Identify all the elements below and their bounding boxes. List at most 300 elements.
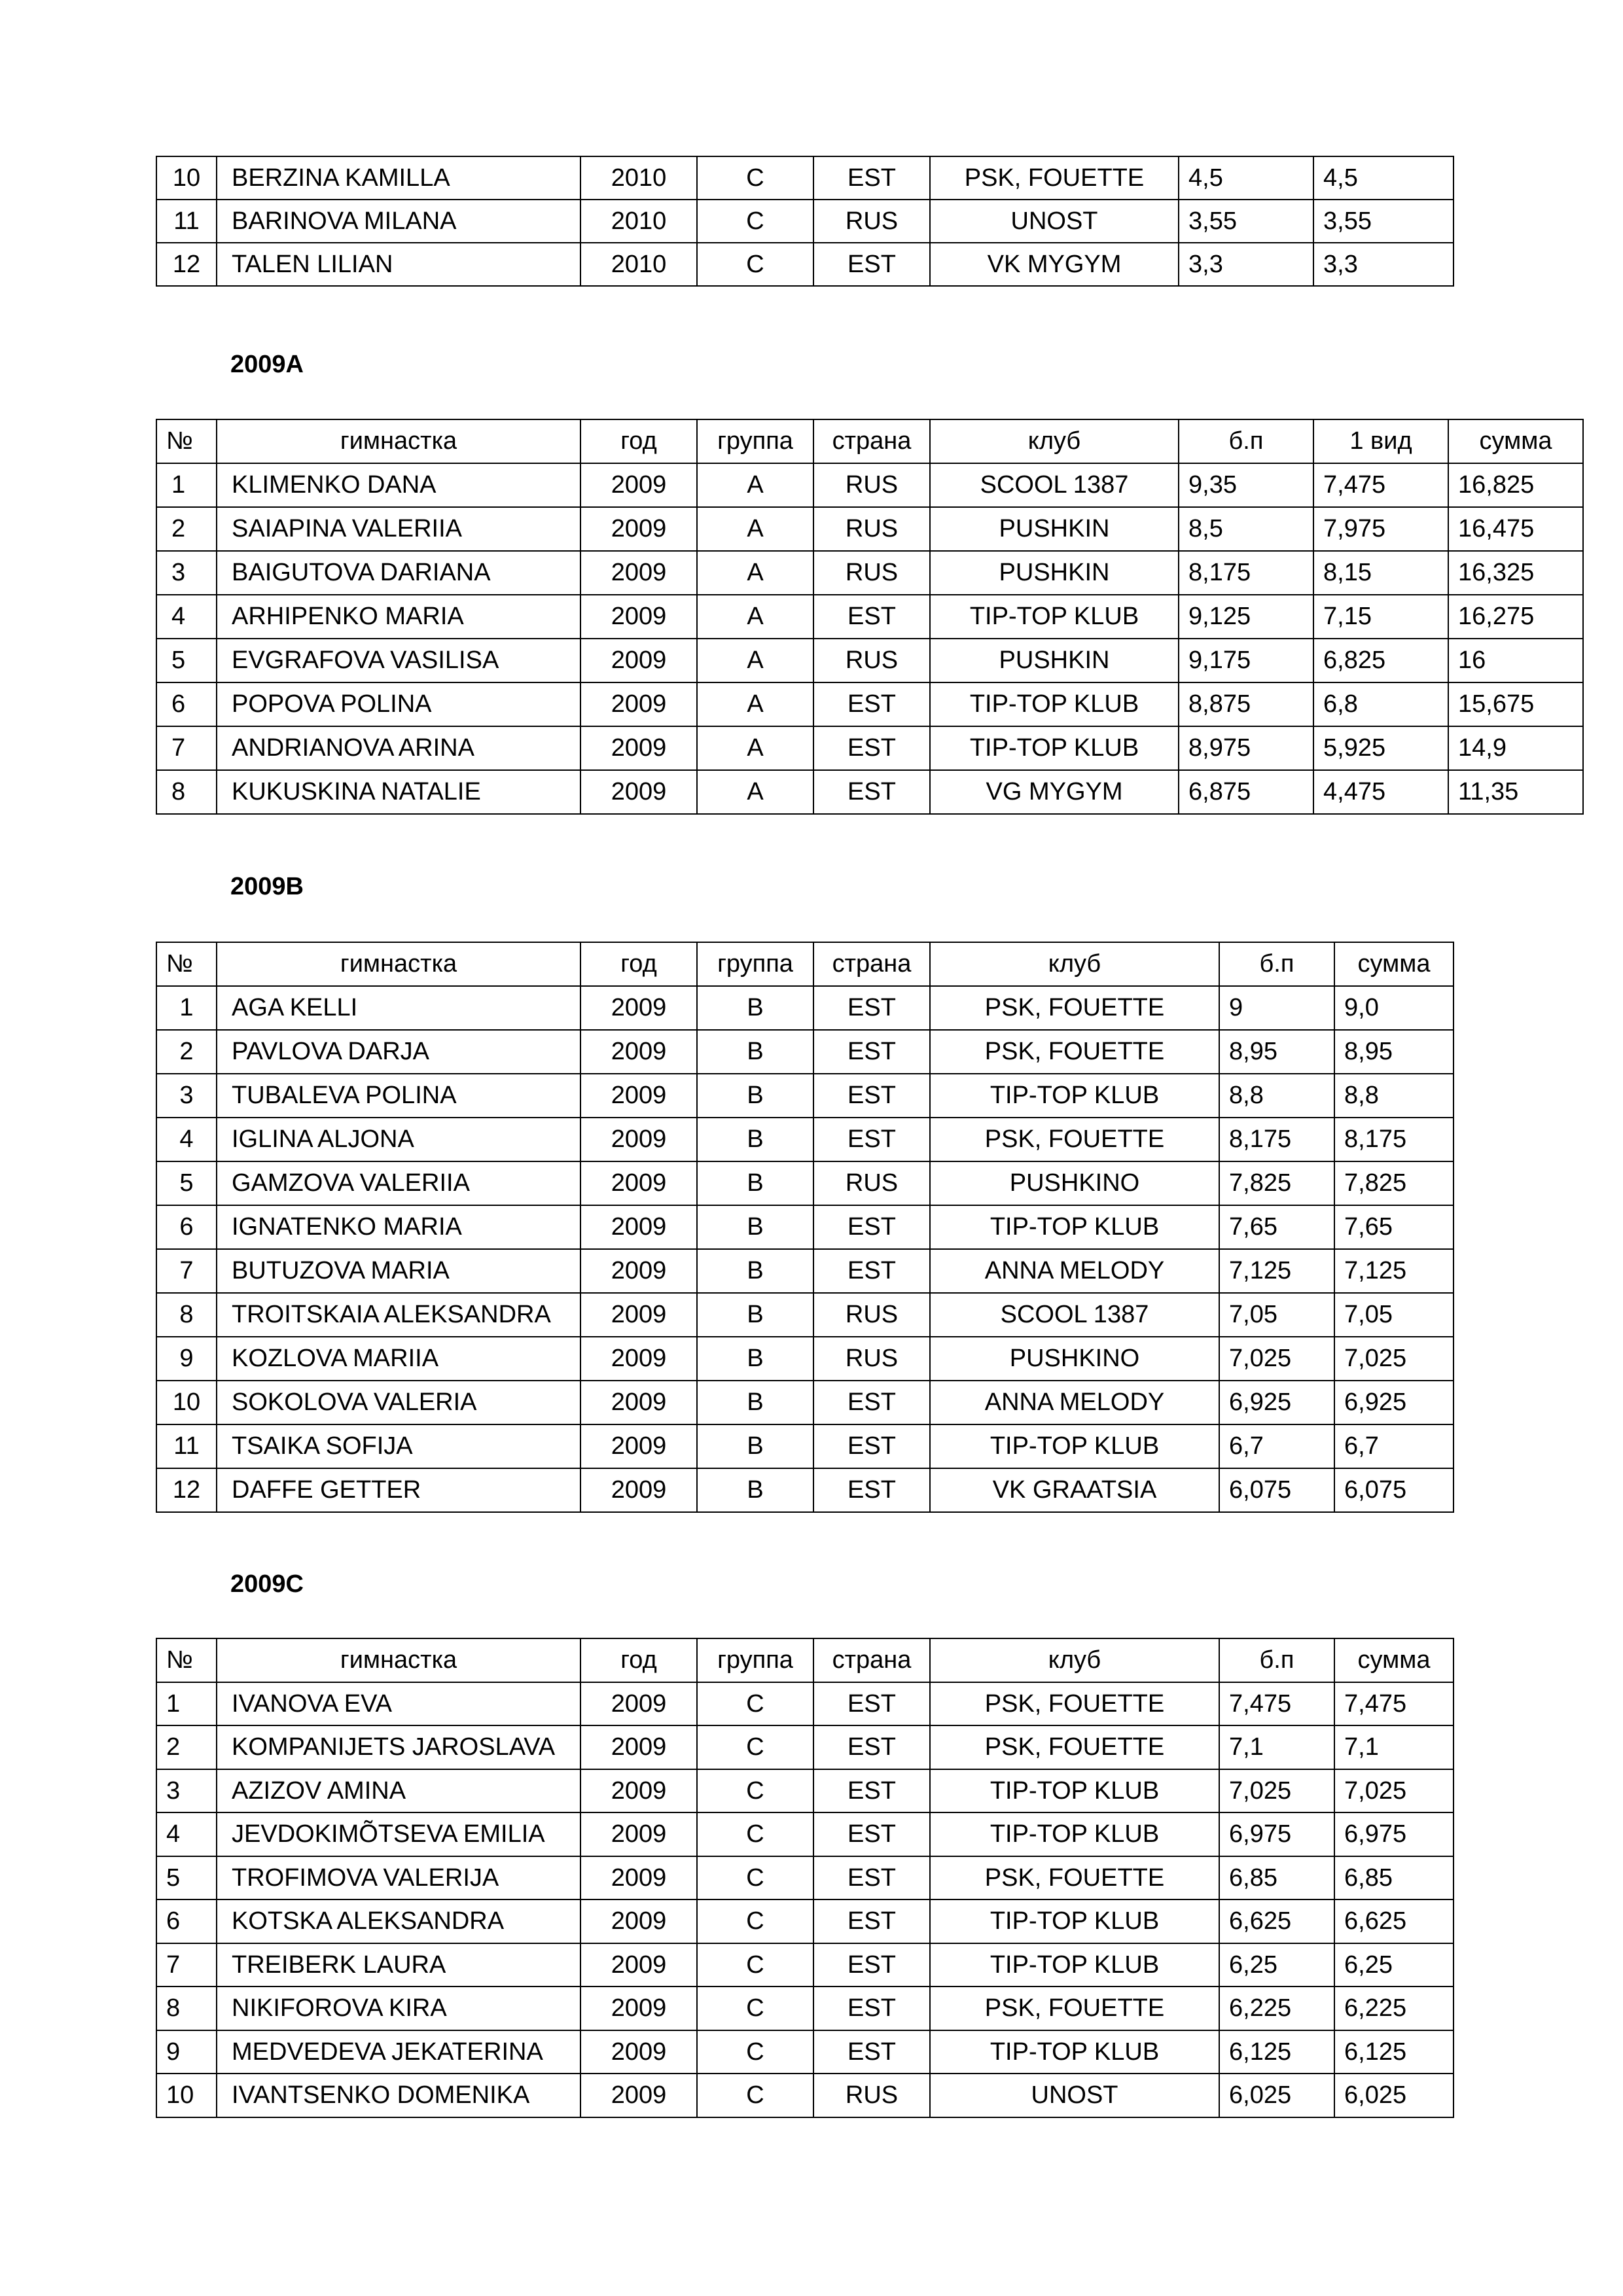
- cell-number: 6: [156, 682, 217, 726]
- cell-country: RUS: [813, 1293, 930, 1337]
- table-row: [156, 726, 1583, 770]
- cell-gymnast: NIKIFOROVA KIRA: [217, 1987, 580, 2030]
- cell-total: 7,05: [1334, 1293, 1454, 1337]
- cell-club: TIP-TOP KLUB: [930, 1899, 1219, 1943]
- cell-country: EST: [813, 595, 930, 639]
- cell-club: VG MYGYM: [930, 770, 1179, 814]
- cell-group: A: [697, 463, 813, 507]
- cell-group: C: [697, 243, 813, 286]
- cell-year: 2009: [580, 1424, 697, 1468]
- cell-country: EST: [813, 243, 930, 286]
- column-header-number: №: [156, 942, 217, 986]
- table-row: [156, 1812, 1454, 1856]
- cell-group: A: [697, 770, 813, 814]
- cell-year: 2009: [580, 1337, 697, 1381]
- cell-club: ANNA MELODY: [930, 1249, 1219, 1293]
- table-row: [156, 1381, 1454, 1424]
- table-header-row: [156, 942, 1454, 986]
- cell-score: 8,95: [1219, 1030, 1334, 1074]
- table-row: [156, 1856, 1454, 1900]
- cell-gymnast: KLIMENKO DANA: [217, 463, 580, 507]
- cell-group: C: [697, 1682, 813, 1726]
- cell-apparatus: 4,475: [1313, 770, 1448, 814]
- cell-total: 7,65: [1334, 1205, 1454, 1249]
- cell-year: 2009: [580, 1381, 697, 1424]
- table-header-row: [156, 1638, 1454, 1682]
- table-row: [156, 1682, 1454, 1726]
- cell-gymnast: EVGRAFOVA VASILISA: [217, 639, 580, 682]
- cell-country: EST: [813, 1769, 930, 1813]
- cell-country: EST: [813, 1424, 930, 1468]
- cell-club: PSK, FOUETTE: [930, 986, 1219, 1030]
- cell-score: 7,1: [1219, 1725, 1334, 1769]
- cell-score: 6,975: [1219, 1812, 1334, 1856]
- cell-total: 6,075: [1334, 1468, 1454, 1512]
- cell-total: 6,85: [1334, 1856, 1454, 1900]
- cell-country: EST: [813, 1725, 930, 1769]
- cell-apparatus: 7,15: [1313, 595, 1448, 639]
- cell-total: 6,975: [1334, 1812, 1454, 1856]
- table-row: [156, 1725, 1454, 1769]
- cell-year: 2009: [580, 1293, 697, 1337]
- cell-gymnast: TSAIKA SOFIJA: [217, 1424, 580, 1468]
- column-header-year: год: [580, 1638, 697, 1682]
- cell-club: PSK, FOUETTE: [930, 1856, 1219, 1900]
- table-row: [156, 1899, 1454, 1943]
- cell-gymnast: IVANTSENKO DOMENIKA: [217, 2074, 580, 2117]
- column-header-year: год: [580, 419, 697, 463]
- cell-score: 7,025: [1219, 1769, 1334, 1813]
- cell-country: EST: [813, 682, 930, 726]
- results-table-2010c-continued: [156, 156, 1454, 287]
- cell-gymnast: KOZLOVA MARIIA: [217, 1337, 580, 1381]
- cell-total: 6,925: [1334, 1381, 1454, 1424]
- cell-group: A: [697, 726, 813, 770]
- cell-country: RUS: [813, 463, 930, 507]
- cell-country: EST: [813, 1856, 930, 1900]
- cell-gymnast: ARHIPENKO MARIA: [217, 595, 580, 639]
- section-title-2009a: 2009A: [230, 351, 304, 378]
- cell-country: EST: [813, 770, 930, 814]
- cell-score: 6,875: [1179, 770, 1313, 814]
- table-row: [156, 1987, 1454, 2030]
- cell-number: 10: [156, 1381, 217, 1424]
- cell-club: UNOST: [930, 2074, 1219, 2117]
- cell-group: B: [697, 1381, 813, 1424]
- cell-gymnast: ANDRIANOVA ARINA: [217, 726, 580, 770]
- cell-gymnast: KUKUSKINA NATALIE: [217, 770, 580, 814]
- table-row: [156, 243, 1454, 286]
- cell-country: EST: [813, 1899, 930, 1943]
- column-header-total: сумма: [1448, 419, 1583, 463]
- cell-score: 9,175: [1179, 639, 1313, 682]
- cell-gymnast: TUBALEVA POLINA: [217, 1074, 580, 1118]
- table-row: [156, 200, 1454, 243]
- cell-year: 2009: [580, 1161, 697, 1205]
- cell-group: A: [697, 682, 813, 726]
- cell-score: 8,975: [1179, 726, 1313, 770]
- cell-group: B: [697, 1161, 813, 1205]
- cell-total: 7,1: [1334, 1725, 1454, 1769]
- cell-country: EST: [813, 1987, 930, 2030]
- cell-year: 2009: [580, 1769, 697, 1813]
- cell-year: 2009: [580, 1074, 697, 1118]
- cell-total: 7,025: [1334, 1337, 1454, 1381]
- cell-total: 9,0: [1334, 986, 1454, 1030]
- cell-score: 6,925: [1219, 1381, 1334, 1424]
- cell-gymnast: SAIAPINA VALERIIA: [217, 507, 580, 551]
- cell-score: 7,125: [1219, 1249, 1334, 1293]
- cell-total: 16,825: [1448, 463, 1583, 507]
- table-header-row: [156, 419, 1583, 463]
- cell-club: PUSHKIN: [930, 639, 1179, 682]
- cell-number: 3: [156, 1074, 217, 1118]
- cell-total: 3,3: [1313, 243, 1454, 286]
- cell-club: PSK, FOUETTE: [930, 156, 1179, 200]
- cell-score: 6,85: [1219, 1856, 1334, 1900]
- column-header-apparatus: 1 вид: [1313, 419, 1448, 463]
- cell-club: PUSHKINO: [930, 1337, 1219, 1381]
- cell-club: PSK, FOUETTE: [930, 1725, 1219, 1769]
- cell-score: 6,025: [1219, 2074, 1334, 2117]
- cell-total: 6,25: [1334, 1943, 1454, 1987]
- cell-score: 9,35: [1179, 463, 1313, 507]
- cell-number: 5: [156, 1856, 217, 1900]
- cell-country: RUS: [813, 551, 930, 595]
- cell-score: 7,05: [1219, 1293, 1334, 1337]
- cell-number: 6: [156, 1205, 217, 1249]
- cell-total: 6,125: [1334, 2030, 1454, 2074]
- cell-country: EST: [813, 726, 930, 770]
- column-header-score: б.п: [1219, 1638, 1334, 1682]
- cell-club: TIP-TOP KLUB: [930, 726, 1179, 770]
- cell-group: C: [697, 1856, 813, 1900]
- cell-total: 6,625: [1334, 1899, 1454, 1943]
- cell-group: B: [697, 986, 813, 1030]
- column-header-country: страна: [813, 1638, 930, 1682]
- cell-country: EST: [813, 1943, 930, 1987]
- cell-score: 4,5: [1179, 156, 1313, 200]
- cell-country: EST: [813, 1118, 930, 1161]
- table-row: [156, 463, 1583, 507]
- cell-group: C: [697, 1987, 813, 2030]
- cell-club: PUSHKINO: [930, 1161, 1219, 1205]
- cell-group: B: [697, 1074, 813, 1118]
- cell-country: EST: [813, 1682, 930, 1726]
- cell-total: 8,95: [1334, 1030, 1454, 1074]
- cell-number: 9: [156, 1337, 217, 1381]
- cell-year: 2009: [580, 1725, 697, 1769]
- cell-gymnast: PAVLOVA DARJA: [217, 1030, 580, 1074]
- column-header-number: №: [156, 1638, 217, 1682]
- column-header-total: сумма: [1334, 1638, 1454, 1682]
- cell-group: B: [697, 1030, 813, 1074]
- cell-score: 6,075: [1219, 1468, 1334, 1512]
- cell-number: 7: [156, 1249, 217, 1293]
- cell-gymnast: AZIZOV AMINA: [217, 1769, 580, 1813]
- cell-year: 2010: [580, 200, 697, 243]
- cell-year: 2009: [580, 1468, 697, 1512]
- column-header-group: группа: [697, 942, 813, 986]
- cell-club: PSK, FOUETTE: [930, 1682, 1219, 1726]
- cell-club: SCOOL 1387: [930, 1293, 1219, 1337]
- column-header-gymnast: гимнастка: [217, 1638, 580, 1682]
- table-row: [156, 1249, 1454, 1293]
- cell-gymnast: BERZINA KAMILLA: [217, 156, 580, 200]
- cell-country: RUS: [813, 507, 930, 551]
- cell-total: 11,35: [1448, 770, 1583, 814]
- cell-score: 8,8: [1219, 1074, 1334, 1118]
- cell-club: PSK, FOUETTE: [930, 1118, 1219, 1161]
- table-row: [156, 1074, 1454, 1118]
- cell-gymnast: BAIGUTOVA DARIANA: [217, 551, 580, 595]
- cell-total: 3,55: [1313, 200, 1454, 243]
- cell-total: 7,475: [1334, 1682, 1454, 1726]
- cell-score: 9: [1219, 986, 1334, 1030]
- cell-club: VK GRAATSIA: [930, 1468, 1219, 1512]
- cell-year: 2010: [580, 243, 697, 286]
- cell-number: 5: [156, 639, 217, 682]
- cell-score: 8,175: [1179, 551, 1313, 595]
- cell-country: EST: [813, 2030, 930, 2074]
- cell-total: 16: [1448, 639, 1583, 682]
- cell-year: 2009: [580, 1249, 697, 1293]
- table-row: [156, 1293, 1454, 1337]
- cell-group: B: [697, 1468, 813, 1512]
- cell-country: EST: [813, 1074, 930, 1118]
- cell-score: 8,175: [1219, 1118, 1334, 1161]
- cell-total: 15,675: [1448, 682, 1583, 726]
- cell-score: 6,225: [1219, 1987, 1334, 2030]
- cell-total: 16,325: [1448, 551, 1583, 595]
- cell-country: EST: [813, 986, 930, 1030]
- column-header-number: №: [156, 419, 217, 463]
- cell-score: 8,5: [1179, 507, 1313, 551]
- cell-year: 2009: [580, 682, 697, 726]
- cell-club: TIP-TOP KLUB: [930, 1205, 1219, 1249]
- cell-club: PSK, FOUETTE: [930, 1987, 1219, 2030]
- cell-club: TIP-TOP KLUB: [930, 1943, 1219, 1987]
- cell-number: 5: [156, 1161, 217, 1205]
- cell-year: 2009: [580, 1812, 697, 1856]
- cell-number: 4: [156, 1812, 217, 1856]
- cell-group: C: [697, 1899, 813, 1943]
- cell-apparatus: 6,8: [1313, 682, 1448, 726]
- table-row: [156, 2074, 1454, 2117]
- column-header-year: год: [580, 942, 697, 986]
- cell-country: EST: [813, 1381, 930, 1424]
- cell-country: RUS: [813, 639, 930, 682]
- cell-group: B: [697, 1293, 813, 1337]
- results-table-2009c: [156, 1638, 1454, 2118]
- cell-year: 2009: [580, 986, 697, 1030]
- cell-number: 4: [156, 595, 217, 639]
- cell-group: B: [697, 1205, 813, 1249]
- cell-club: TIP-TOP KLUB: [930, 1424, 1219, 1468]
- column-header-score: б.п: [1219, 942, 1334, 986]
- cell-total: 14,9: [1448, 726, 1583, 770]
- cell-year: 2009: [580, 463, 697, 507]
- cell-year: 2009: [580, 639, 697, 682]
- cell-club: SCOOL 1387: [930, 463, 1179, 507]
- cell-total: 7,125: [1334, 1249, 1454, 1293]
- column-header-club: клуб: [930, 1638, 1219, 1682]
- column-header-gymnast: гимнастка: [217, 419, 580, 463]
- cell-country: RUS: [813, 1161, 930, 1205]
- cell-gymnast: KOMPANIJETS JAROSLAVA: [217, 1725, 580, 1769]
- cell-year: 2009: [580, 1682, 697, 1726]
- cell-group: C: [697, 1943, 813, 1987]
- cell-gymnast: TALEN LILIAN: [217, 243, 580, 286]
- cell-number: 3: [156, 551, 217, 595]
- cell-club: PUSHKIN: [930, 507, 1179, 551]
- cell-group: C: [697, 200, 813, 243]
- cell-group: C: [697, 2030, 813, 2074]
- cell-club: PUSHKIN: [930, 551, 1179, 595]
- cell-score: 7,475: [1219, 1682, 1334, 1726]
- column-header-country: страна: [813, 419, 930, 463]
- cell-country: EST: [813, 1030, 930, 1074]
- cell-country: EST: [813, 156, 930, 200]
- cell-number: 11: [156, 200, 217, 243]
- column-header-club: клуб: [930, 419, 1179, 463]
- cell-gymnast: IVANOVA EVA: [217, 1682, 580, 1726]
- cell-number: 2: [156, 1030, 217, 1074]
- cell-club: TIP-TOP KLUB: [930, 1074, 1219, 1118]
- cell-group: B: [697, 1424, 813, 1468]
- cell-club: TIP-TOP KLUB: [930, 2030, 1219, 2074]
- cell-club: ANNA MELODY: [930, 1381, 1219, 1424]
- cell-gymnast: DAFFE GETTER: [217, 1468, 580, 1512]
- cell-number: 8: [156, 1987, 217, 2030]
- table-row: [156, 507, 1583, 551]
- table-row: [156, 1468, 1454, 1512]
- table-row: [156, 770, 1583, 814]
- cell-number: 1: [156, 1682, 217, 1726]
- cell-group: B: [697, 1249, 813, 1293]
- cell-country: EST: [813, 1812, 930, 1856]
- cell-year: 2010: [580, 156, 697, 200]
- cell-club: UNOST: [930, 200, 1179, 243]
- cell-number: 6: [156, 1899, 217, 1943]
- cell-group: B: [697, 1118, 813, 1161]
- cell-apparatus: 8,15: [1313, 551, 1448, 595]
- cell-number: 8: [156, 770, 217, 814]
- cell-gymnast: TROITSKAIA ALEKSANDRA: [217, 1293, 580, 1337]
- cell-group: C: [697, 1769, 813, 1813]
- column-header-score: б.п: [1179, 419, 1313, 463]
- cell-club: VK MYGYM: [930, 243, 1179, 286]
- table-row: [156, 1943, 1454, 1987]
- cell-group: C: [697, 2074, 813, 2117]
- cell-apparatus: 7,475: [1313, 463, 1448, 507]
- cell-group: B: [697, 1337, 813, 1381]
- cell-number: 8: [156, 1293, 217, 1337]
- cell-total: 8,175: [1334, 1118, 1454, 1161]
- results-table-2009a: [156, 419, 1584, 815]
- cell-group: C: [697, 1812, 813, 1856]
- cell-score: 7,025: [1219, 1337, 1334, 1381]
- table-row: [156, 1337, 1454, 1381]
- table-row: [156, 1424, 1454, 1468]
- cell-number: 12: [156, 243, 217, 286]
- cell-number: 10: [156, 2074, 217, 2117]
- cell-total: 4,5: [1313, 156, 1454, 200]
- cell-country: RUS: [813, 1337, 930, 1381]
- cell-country: RUS: [813, 200, 930, 243]
- cell-number: 7: [156, 1943, 217, 1987]
- column-header-gymnast: гимнастка: [217, 942, 580, 986]
- cell-total: 8,8: [1334, 1074, 1454, 1118]
- cell-country: EST: [813, 1249, 930, 1293]
- cell-number: 1: [156, 463, 217, 507]
- cell-group: C: [697, 1725, 813, 1769]
- cell-group: A: [697, 639, 813, 682]
- cell-score: 7,65: [1219, 1205, 1334, 1249]
- cell-number: 2: [156, 507, 217, 551]
- cell-number: 4: [156, 1118, 217, 1161]
- cell-score: 6,7: [1219, 1424, 1334, 1468]
- cell-country: EST: [813, 1468, 930, 1512]
- cell-group: A: [697, 595, 813, 639]
- table-row: [156, 1161, 1454, 1205]
- table-row: [156, 1118, 1454, 1161]
- cell-year: 2009: [580, 1987, 697, 2030]
- cell-year: 2009: [580, 595, 697, 639]
- column-header-group: группа: [697, 1638, 813, 1682]
- cell-club: TIP-TOP KLUB: [930, 682, 1179, 726]
- cell-year: 2009: [580, 1118, 697, 1161]
- cell-score: 3,55: [1179, 200, 1313, 243]
- cell-year: 2009: [580, 551, 697, 595]
- table-row: [156, 1769, 1454, 1813]
- cell-year: 2009: [580, 1943, 697, 1987]
- column-header-group: группа: [697, 419, 813, 463]
- cell-year: 2009: [580, 2030, 697, 2074]
- cell-year: 2009: [580, 726, 697, 770]
- cell-country: EST: [813, 1205, 930, 1249]
- cell-club: TIP-TOP KLUB: [930, 595, 1179, 639]
- cell-apparatus: 7,975: [1313, 507, 1448, 551]
- table-row: [156, 156, 1454, 200]
- cell-score: 6,125: [1219, 2030, 1334, 2074]
- table-row: [156, 551, 1583, 595]
- cell-gymnast: MEDVEDEVA JEKATERINA: [217, 2030, 580, 2074]
- table-row: [156, 639, 1583, 682]
- table-row: [156, 986, 1454, 1030]
- cell-year: 2009: [580, 507, 697, 551]
- cell-club: TIP-TOP KLUB: [930, 1812, 1219, 1856]
- cell-total: 7,825: [1334, 1161, 1454, 1205]
- column-header-club: клуб: [930, 942, 1219, 986]
- cell-total: 7,025: [1334, 1769, 1454, 1813]
- table-row: [156, 2030, 1454, 2074]
- table-row: [156, 1205, 1454, 1249]
- cell-number: 2: [156, 1725, 217, 1769]
- cell-club: PSK, FOUETTE: [930, 1030, 1219, 1074]
- cell-year: 2009: [580, 1856, 697, 1900]
- cell-total: 6,225: [1334, 1987, 1454, 2030]
- cell-number: 3: [156, 1769, 217, 1813]
- cell-number: 11: [156, 1424, 217, 1468]
- cell-club: TIP-TOP KLUB: [930, 1769, 1219, 1813]
- cell-year: 2009: [580, 2074, 697, 2117]
- cell-apparatus: 5,925: [1313, 726, 1448, 770]
- column-header-country: страна: [813, 942, 930, 986]
- cell-gymnast: KOTSKA ALEKSANDRA: [217, 1899, 580, 1943]
- cell-group: A: [697, 507, 813, 551]
- cell-total: 16,275: [1448, 595, 1583, 639]
